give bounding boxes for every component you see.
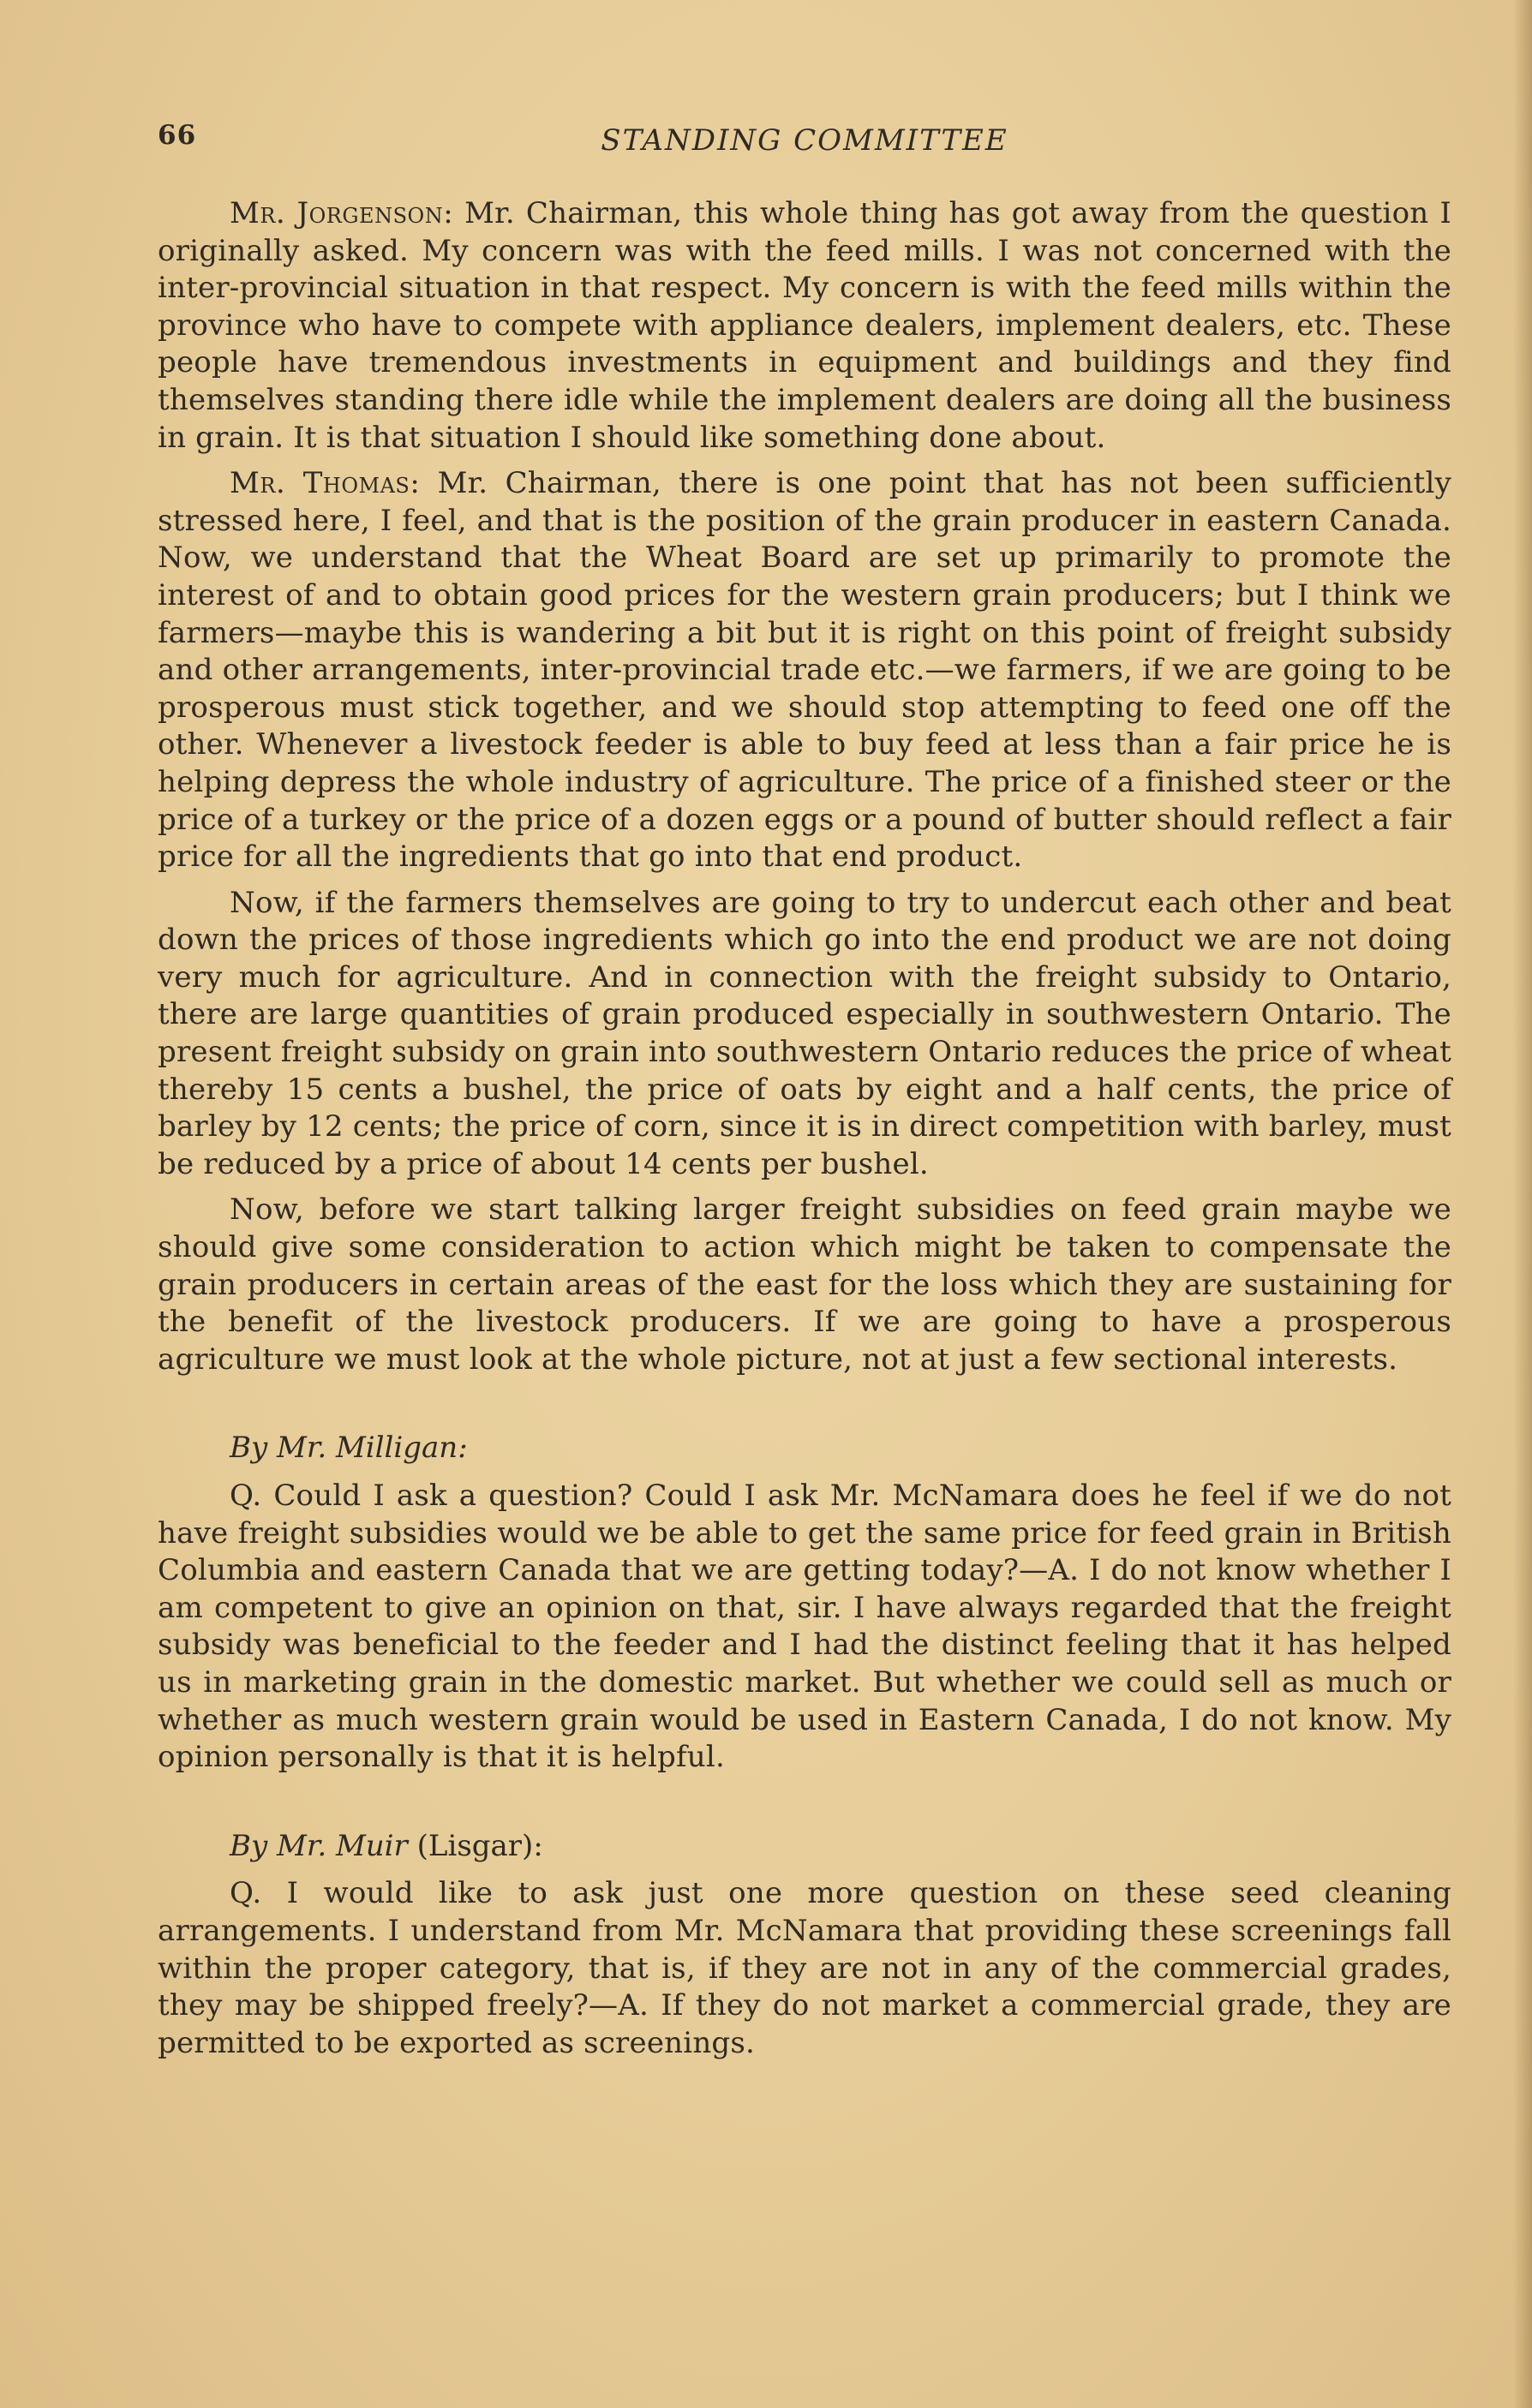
paragraph-text: Mr. Chairman, this whole thing has got away from the question I originally asked. My concern was with the feed mills. I was not concerned with the inter-provincial situation in that respect. My concern is with the feed mills within the province who have to compete with appliance dealers, implement dealers, etc. These people have tremendous investments in equipment and buildings and they find themselves standing there idle while the implement dealers are doing all the business in grain. It is that situation I should like something done about. [158, 196, 1452, 455]
by-label: By Mr. Muir [230, 1828, 408, 1863]
page-number: 66 [158, 120, 197, 151]
by-label: By Mr. Milligan: [230, 1431, 468, 1466]
page-edge-shadow [1513, 0, 1532, 2408]
paragraph-muir-question: Q. I would like to ask just one more question on these seed cleaning arrangements. I understand from Mr. McNamara that providing these screenings fall within the proper category, that is, if they are not in any of the commercial grades, they may be shipped freely?—A. If they do not market a commercial grade, they are permitted to be exported as screenings. [158, 1876, 1451, 2060]
running-title: STANDING COMMITTEE [601, 123, 1008, 158]
paragraph-thomas-conclusion: Now, before we start talking larger freight subsidies on feed grain maybe we should give some consideration to action which might be taken to compensate the grain producers in certain areas of the east for the loss which they are sustaining for the benefit of the livestock producers. If we are going to have a prosperous agriculture we must look at the whole picture, not at just a few sectional interests. [158, 1192, 1451, 1377]
by-riding: (Lisgar): [407, 1828, 543, 1863]
paragraph-thomas-continued: Now, if the farmers themselves are going to try to undercut each other and beat down the prices of those ingredients which go into the end product we are not doing very much for agriculture. And in connection with the freight subsidy to Ontario, there are large quantities of grain produced especially in southwestern Ontario. The present freight subsidy on grain into southwestern Ontario reduces the price of wheat thereby 15 cents a bushel, the price of oats by eight and a half cents, the price of barley by 12 cents; the price of corn, since it is in direct competition with barley, must be reduced by a price of about 14 cents per bushel. [158, 885, 1451, 1181]
speaker-name: Mr. Jorgenson: [230, 196, 454, 230]
page-body [158, 195, 1451, 2070]
speaker-name: Mr. Thomas: [230, 466, 421, 501]
paragraph-milligan-question: Q. Could I ask a question? Could I ask Mr. McNamara does he feel if we do not have freight subsidies would we be able to get the same price for feed grain in British Columbia and eastern Canada that we are getting today?—A. I do not know whether I am competent to give an opinion on that, sir. I have always regarded that the freight subsidy was beneficial to the feeder and I had the distinct feeling that it has helped us in marketing grain in the domestic market. But whether we could sell as much or whether as much western grain would be used in Eastern Canada, I do not know. My opinion personally is that it is helpful. [158, 1479, 1451, 1775]
paragraph-thomas [158, 465, 1451, 876]
by-muir-heading [158, 1828, 1451, 1866]
paragraph-jorgenson [158, 195, 1451, 457]
page-header [158, 120, 1451, 163]
paragraph-text: Mr. Chairman, there is one point that has not been sufficiently stressed here, I feel, and that is the position of the grain producer in eastern Canada. Now, we understand that the Wheat Board are set up primarily to promote the interest of and to obtain good prices for the western grain producers; but I think we farmers—maybe this is wandering a bit but it is right on this point of freight subsidy and other arrangements, inter-provincial trade etc.—we farmers, if we are going to be prosperous must stick together, and we should stop attempting to feed one off the other. Whenever a livestock feeder is able to buy feed at less than a fair price he is helping depress the whole industry of agriculture. The price of a finished steer or the price of a turkey or the price of a dozen eggs or a pound of butter should reflect a fair price for all the ingredients that go into that end product. [158, 466, 1451, 875]
by-milligan-heading [158, 1430, 1451, 1467]
